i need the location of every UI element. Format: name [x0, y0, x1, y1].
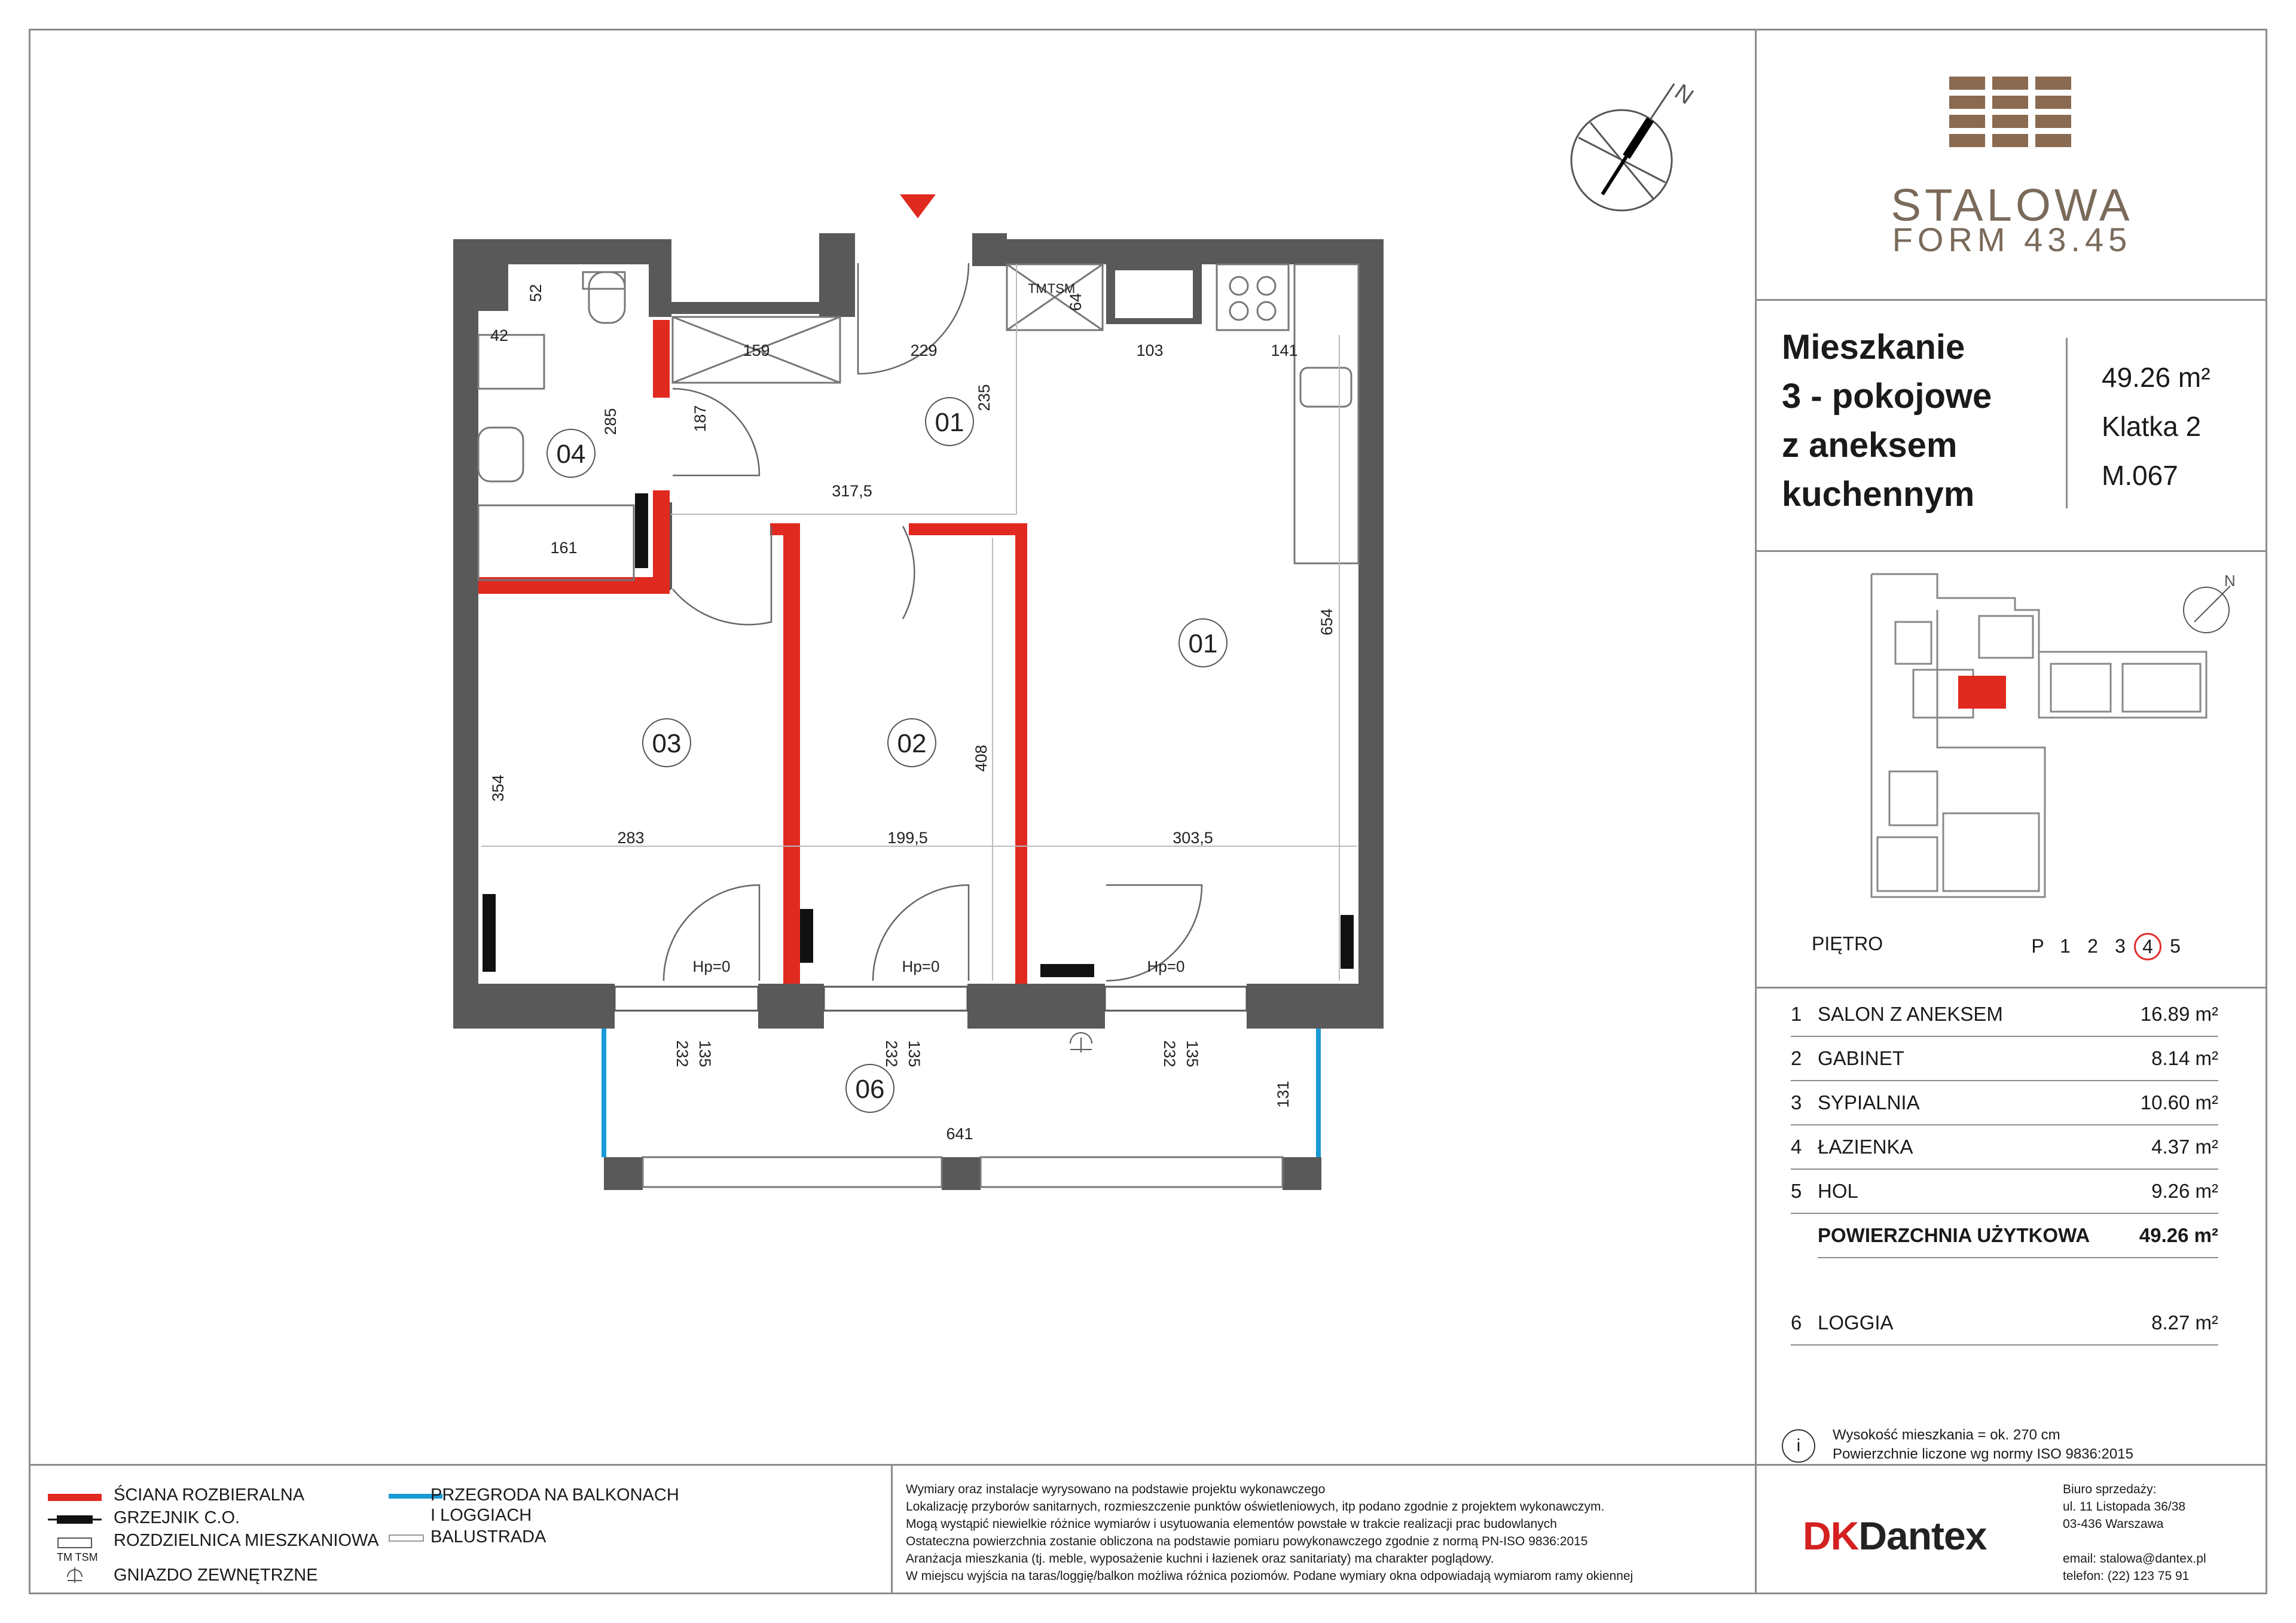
- hp-label-2: Hp=0: [902, 957, 940, 975]
- dim-52: 52: [527, 283, 545, 303]
- key-plan: [1860, 562, 2242, 909]
- info-icon: i: [1782, 1429, 1815, 1463]
- apartment-unit: M.067: [2102, 460, 2178, 491]
- dim-135b: 135: [905, 1040, 923, 1067]
- note-height: Wysokość mieszkania = ok. 270 cm: [1833, 1427, 2060, 1443]
- dim-131: 131: [1274, 1081, 1292, 1108]
- room-area: 16.89 m²: [2140, 1003, 2218, 1025]
- seller-line: [2063, 1533, 2206, 1550]
- key-plan-north: N: [2224, 572, 2236, 590]
- seller-line: 03-436 Warszawa: [2063, 1517, 2164, 1531]
- disclaimer: [906, 1481, 1755, 1585]
- entrance-marker: [900, 194, 936, 218]
- disclaimer-line: Ostateczna powierzchnia zostanie obliczona na podstawie pomiaru powykonawczego zgodnie z normą PN-ISO 9836:2015: [906, 1534, 1588, 1548]
- brand-logo-icon: [1949, 77, 2075, 160]
- floor-selector: [2024, 933, 2189, 960]
- table-divider: [1755, 987, 2267, 989]
- seller-line: Biuro sprzedaży:: [2063, 1482, 2157, 1496]
- total-area-value: 49.26 m²: [2139, 1224, 2218, 1246]
- brand-subtitle: FORM 43.45: [1892, 221, 2132, 258]
- room-label-02: 02: [897, 729, 927, 758]
- tsm-label: TSM: [1047, 281, 1076, 296]
- dim-42: 42: [490, 327, 509, 344]
- floor-P: P: [2031, 935, 2044, 957]
- dim-135c: 135: [1183, 1040, 1201, 1067]
- door-swings: [664, 263, 1202, 981]
- room-row: [1791, 1037, 2218, 1081]
- legend-radiator: GRZEJNIK C.O.: [114, 1508, 240, 1527]
- dim-232b: 232: [883, 1040, 900, 1067]
- room-name: SYPIALNIA: [1818, 1091, 1920, 1113]
- radiator-symbol: [48, 1512, 102, 1527]
- legend-outdoor-socket: GNIAZDO ZEWNĘTRZNE: [114, 1566, 318, 1585]
- dim-64: 64: [1067, 292, 1085, 312]
- title-divider: [1755, 550, 2267, 552]
- seller-phone: telefon: (22) 123 75 91: [2063, 1569, 2190, 1583]
- north-arrow: [1571, 80, 1698, 210]
- room-area: 9.26 m²: [2151, 1180, 2218, 1202]
- seller-info: [2063, 1481, 2206, 1585]
- room-label-01a: 01: [935, 408, 964, 437]
- loggia-name: LOGGIA: [1818, 1311, 1894, 1334]
- dim-408: 408: [972, 745, 990, 772]
- room-label-04: 04: [556, 440, 586, 469]
- dim-235: 235: [975, 384, 993, 411]
- north-label: N: [1669, 79, 1698, 109]
- room-area: 8.14 m²: [2151, 1047, 2218, 1069]
- floor-label: PIĘTRO: [1812, 933, 1883, 954]
- floor-3: 3: [2115, 935, 2126, 957]
- dim-161: 161: [550, 539, 578, 557]
- dim-199: 199,5: [887, 829, 928, 847]
- apartment-title: [1782, 323, 2057, 519]
- floor-4-active: 4: [2134, 933, 2161, 960]
- bottom-panel-divider: [29, 1464, 2267, 1466]
- dimension-lines: [481, 264, 1357, 981]
- floor-1: 1: [2060, 935, 2071, 957]
- dim-232d: 232: [1161, 1040, 1178, 1067]
- loggia-row: [1791, 1301, 2218, 1346]
- disclaimer-line: Wymiary oraz instalacje wyrysowano na podstawie projektu wykonawczego: [906, 1482, 1326, 1496]
- key-plan-highlight: [1958, 676, 2006, 709]
- seller-line: ul. 11 Listopada 36/38: [2063, 1500, 2186, 1514]
- hp-label-3: Hp=0: [1147, 957, 1185, 975]
- apartment-area: 49.26 m²: [2102, 362, 2210, 393]
- disclaimer-line: Mogą wystąpić niewielkie różnice wymiarów i usytuowania elementów powstałe w trakcie realizacji prac budowlanych: [906, 1517, 1557, 1531]
- bottom-divider-2: [1755, 1464, 1757, 1594]
- disclaimer-line: W miejscu wyjścia na taras/loggię/balkon możliwa różnica poziomów. Podane wymiary okna odpowiadają wymiarom ramy okiennej: [906, 1569, 1634, 1583]
- dim-654: 654: [1318, 608, 1336, 636]
- hp-label-1: Hp=0: [692, 957, 731, 975]
- bottom-divider-1: [891, 1464, 893, 1594]
- dim-283: 283: [617, 829, 645, 847]
- distribution-box-symbol: [57, 1537, 93, 1549]
- room-label-01b: 01: [1188, 629, 1218, 658]
- removable-wall-swatch: [48, 1494, 102, 1501]
- railing-swatch: [389, 1534, 424, 1542]
- dim-232a: 232: [673, 1040, 691, 1067]
- legend-partition-1: PRZEGRODA NA BALKONACH: [430, 1485, 679, 1505]
- right-panel-divider: [1755, 29, 1757, 1464]
- legend-partition-2: I LOGGIACH: [430, 1506, 532, 1525]
- dim-229: 229: [910, 341, 938, 359]
- room-row: [1791, 993, 2218, 1037]
- legend-removable-wall: ŚCIANA ROZBIERALNA: [114, 1485, 305, 1505]
- legend-distribution-box: ROZDZIELNICA MIESZKANIOWA: [114, 1531, 379, 1550]
- dim-317: 317,5: [832, 482, 872, 500]
- apartment-title-line-2: 3 - pokojowe: [1782, 377, 1992, 416]
- dim-285: 285: [602, 408, 619, 435]
- room-label-03: 03: [652, 729, 682, 758]
- dantex-logo-mark: DK: [1803, 1514, 1859, 1558]
- room-number: 4: [1791, 1136, 1802, 1158]
- dim-141: 141: [1271, 341, 1298, 359]
- title-info-divider: [2066, 338, 2068, 508]
- apartment-info: [2102, 353, 2210, 500]
- apartment-title-line-3: z aneksem: [1782, 426, 1958, 465]
- dim-135a: 135: [696, 1040, 714, 1067]
- room-row: [1791, 1170, 2218, 1214]
- room-area: 10.60 m²: [2140, 1091, 2218, 1113]
- tm-label: TM: [1028, 281, 1047, 296]
- notes: [1833, 1426, 2133, 1464]
- outdoor-socket-icon: [63, 1564, 87, 1588]
- loggia-number: 6: [1791, 1311, 1802, 1334]
- apartment-staircase: Klatka 2: [2102, 411, 2202, 442]
- brand-name: STALOWA: [1891, 180, 2133, 231]
- room-row: [1791, 1081, 2218, 1125]
- outdoor-socket-symbol: [1070, 1033, 1092, 1052]
- room-row: [1791, 1125, 2218, 1170]
- windows: [615, 987, 1247, 1011]
- room-number: 3: [1791, 1091, 1802, 1113]
- floor-2: 2: [2087, 935, 2098, 957]
- room-name: GABINET: [1818, 1047, 1904, 1069]
- disclaimer-line: Lokalizację przyborów sanitarnych, rozmieszczenie punktów oświetleniowych, itp podano zgodnie z projektem wykonawczym.: [906, 1500, 1605, 1514]
- dim-187: 187: [691, 405, 709, 432]
- apartment-title-line-1: Mieszkanie: [1782, 328, 1965, 367]
- dim-354: 354: [489, 774, 507, 802]
- room-area: 4.37 m²: [2151, 1136, 2218, 1158]
- loggia-area: 8.27 m²: [2151, 1311, 2218, 1334]
- disclaimer-line: Aranżacja mieszkania (tj. meble, wyposażenie kuchni i łazienek oraz sanitariaty) ma charakter poglądowy.: [906, 1552, 1494, 1566]
- room-name: SALON Z ANEKSEM: [1818, 1003, 2003, 1025]
- dim-641: 641: [946, 1125, 973, 1143]
- legend-railing: BALUSTRADA: [430, 1527, 546, 1546]
- seller-email: email: stalowa@dantex.pl: [2063, 1552, 2206, 1566]
- brand-divider: [1755, 299, 2267, 301]
- dimensions: [489, 284, 1336, 1143]
- total-area-row: [1818, 1214, 2218, 1258]
- room-label-06: 06: [855, 1075, 885, 1104]
- note-norm: Powierzchnie liczone wg normy ISO 9836:2015: [1833, 1446, 2133, 1462]
- room-number: 2: [1791, 1047, 1802, 1069]
- floor-5: 5: [2170, 935, 2181, 957]
- dim-303: 303,5: [1173, 829, 1213, 847]
- rooms-table: [1791, 993, 2218, 1346]
- dim-103: 103: [1136, 341, 1164, 359]
- room-name: HOL: [1818, 1180, 1858, 1202]
- room-name: ŁAZIENKA: [1818, 1136, 1913, 1158]
- apartment-title-line-4: kuchennym: [1782, 475, 1975, 514]
- room-number: 1: [1791, 1003, 1802, 1025]
- dantex-logo-name: Dantex: [1858, 1514, 1987, 1558]
- total-area-label: POWIERZCHNIA UŻYTKOWA: [1818, 1224, 2090, 1246]
- room-number: 5: [1791, 1180, 1802, 1202]
- legend-tm-tsm: TM TSM: [57, 1551, 98, 1563]
- dantex-logo: [1803, 1513, 1986, 1558]
- dim-159: 159: [743, 341, 770, 359]
